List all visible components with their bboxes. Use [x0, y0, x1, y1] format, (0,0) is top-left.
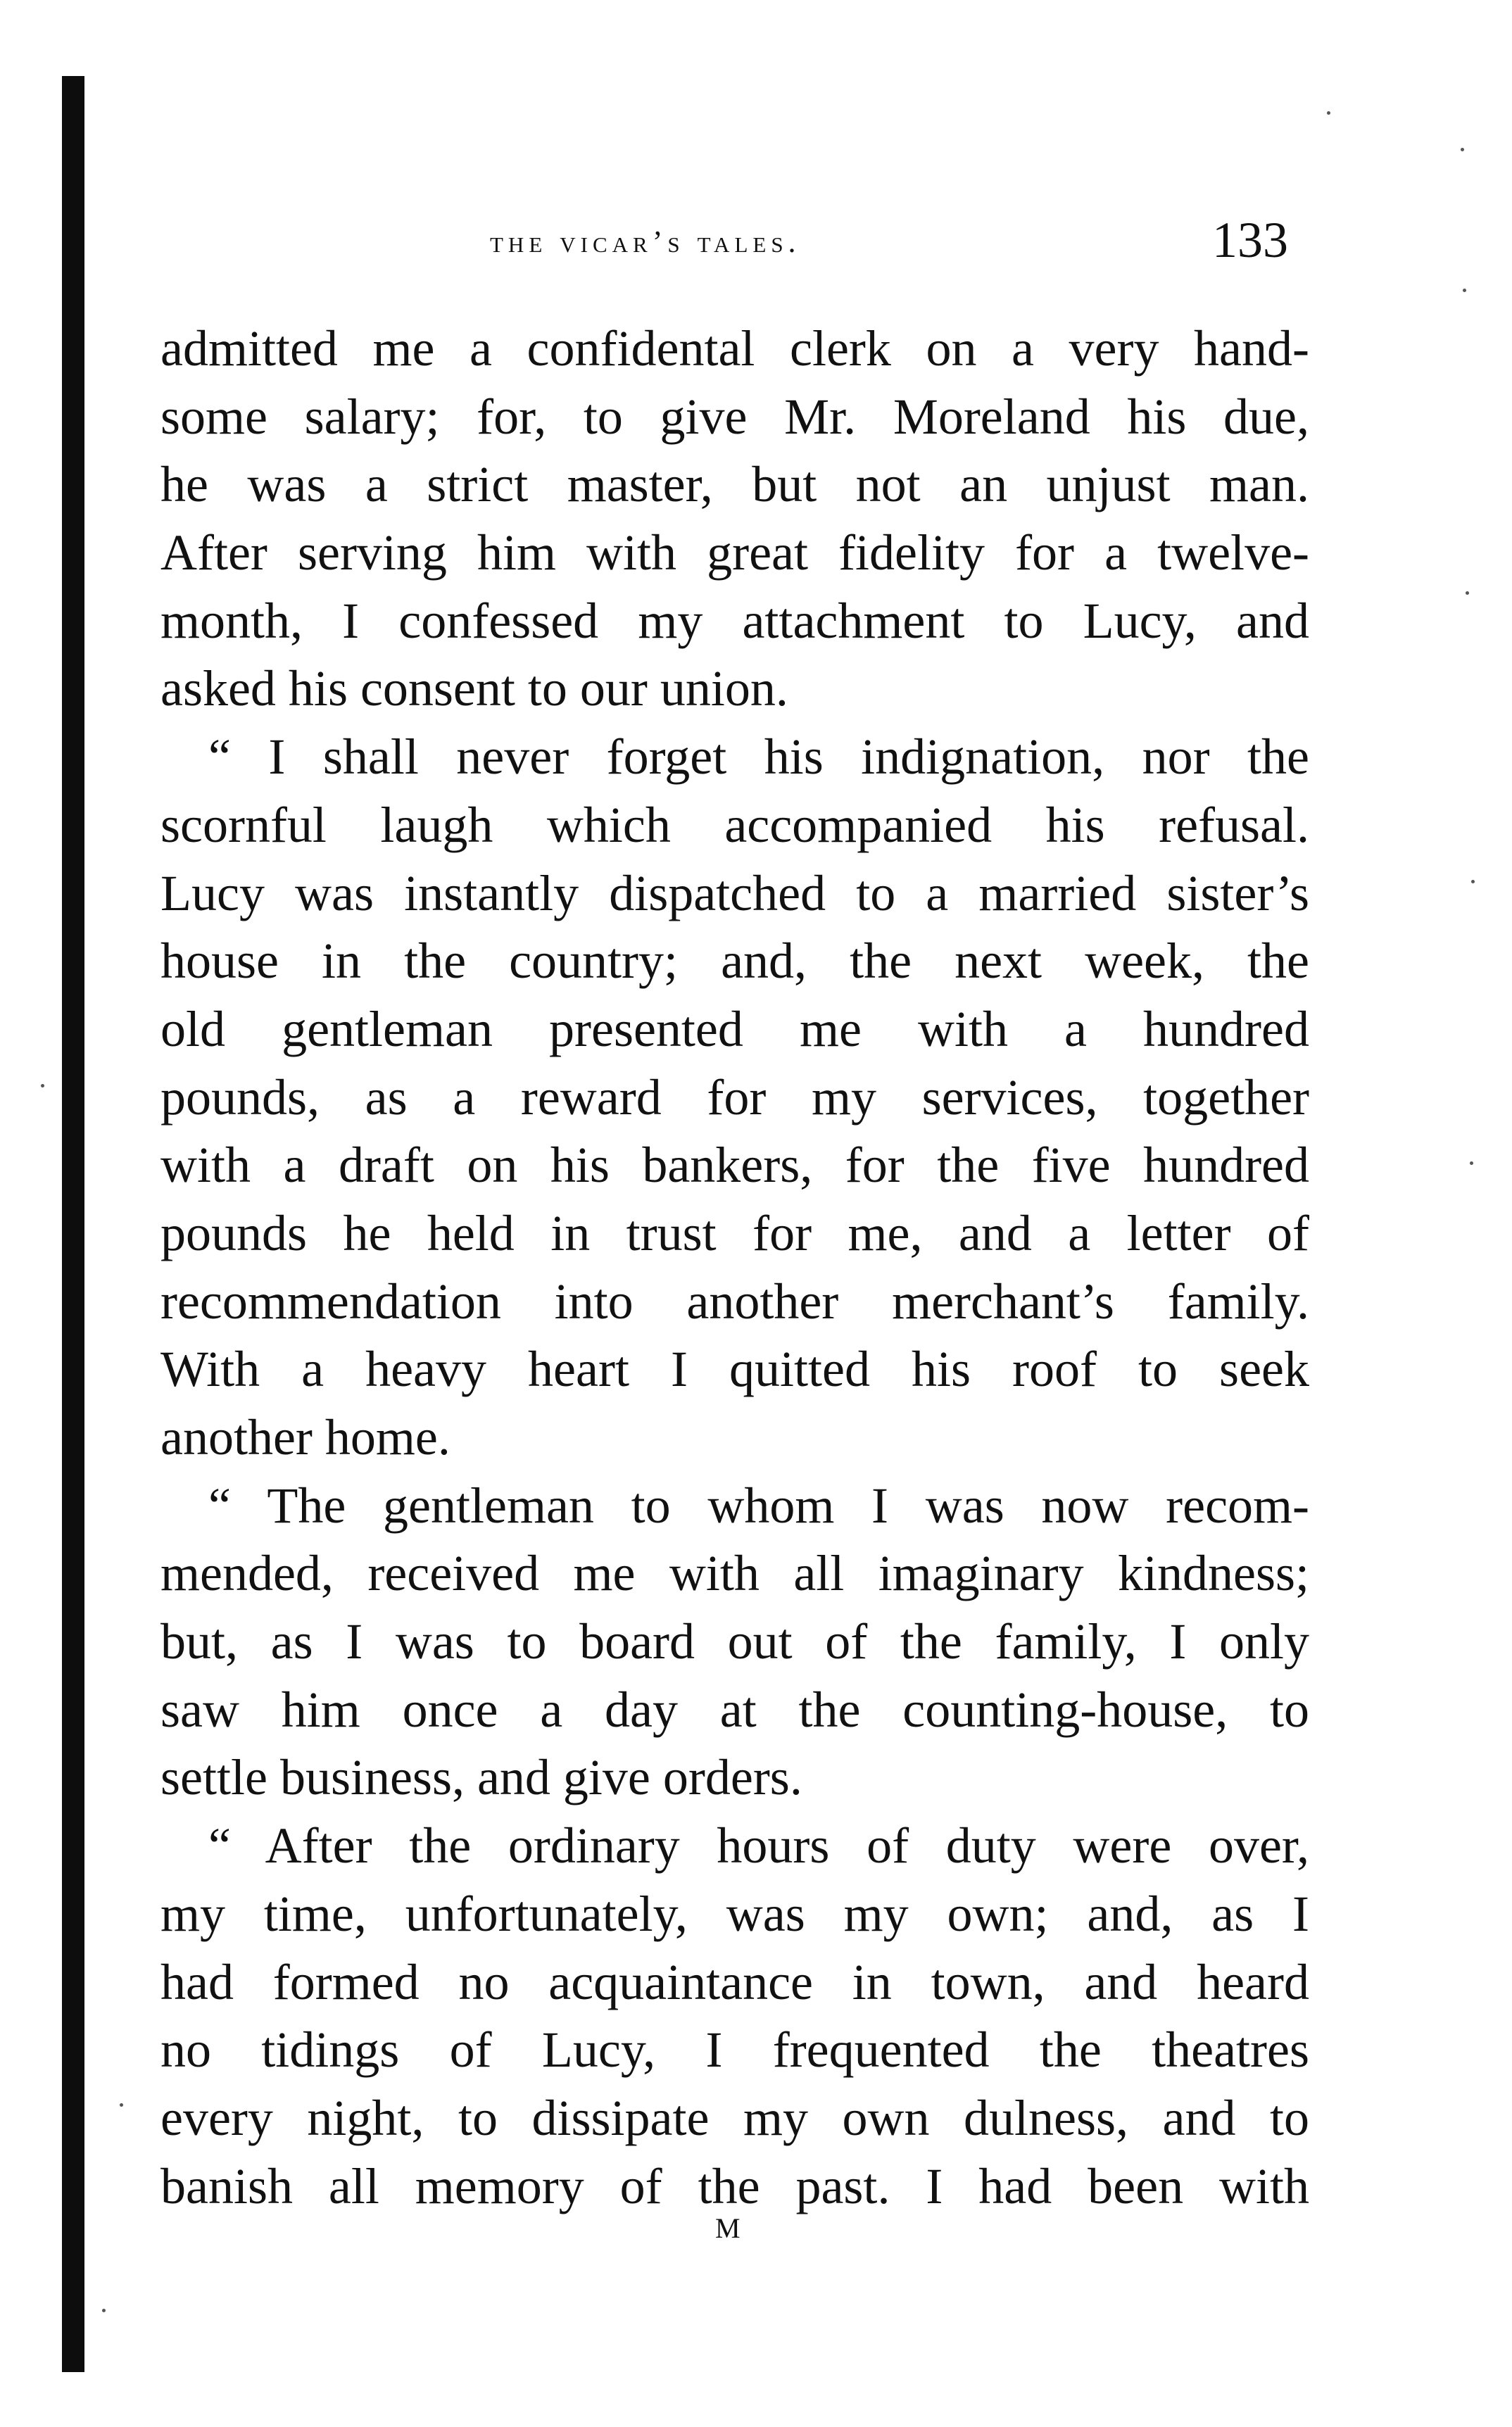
ink-speck: [1466, 591, 1469, 595]
text-line: my time, unfortunately, was my own; and, as I: [160, 1885, 1309, 1942]
text-line: no tidings of Lucy, I frequented the theatres: [160, 2022, 1309, 2079]
running-head: [162, 211, 1288, 275]
text-line: “ I shall never forget his indignation, nor the: [208, 729, 1309, 786]
text-line: but, as I was to board out of the family, I only: [160, 1613, 1309, 1670]
text-line: scornful laugh which accompanied his refusal.: [160, 796, 1309, 853]
text-line: mended, received me with all imaginary kindness;: [160, 1545, 1309, 1602]
text-line: settle business, and give orders.: [160, 1749, 802, 1806]
text-line: another home.: [160, 1409, 451, 1465]
ink-speck: [1463, 289, 1466, 292]
text-line: house in the country; and, the next week, the: [160, 933, 1309, 990]
ink-speck: [1461, 148, 1464, 151]
ink-speck: [1470, 1161, 1473, 1165]
binding-shadow-bar: [62, 76, 84, 2372]
ink-speck: [1471, 880, 1475, 883]
page-number: 133: [1212, 212, 1288, 268]
text-line: With a heavy heart I quitted his roof to seek: [160, 1341, 1309, 1398]
text-line: with a draft on his bankers, for the five hundred: [160, 1137, 1309, 1194]
text-line: “ The gentleman to whom I was now recom-: [208, 1477, 1309, 1534]
text-line: pounds he held in trust for me, and a letter of: [160, 1204, 1309, 1261]
ink-speck: [41, 1084, 44, 1088]
text-line: asked his consent to our union.: [160, 660, 788, 717]
text-line: saw him once a day at the counting-house, to: [160, 1681, 1309, 1738]
text-line: some salary; for, to give Mr. Moreland his due,: [160, 388, 1309, 445]
text-line: After serving him with great fidelity for a twelve-: [160, 524, 1309, 581]
ink-speck: [120, 2103, 123, 2107]
signature-mark: M: [715, 2212, 742, 2244]
text-line: admitted me a confidental clerk on a very hand-: [160, 320, 1309, 377]
text-line: pounds, as a reward for my services, together: [160, 1068, 1309, 1126]
text-line: Lucy was instantly dispatched to a married sister’s: [160, 864, 1309, 921]
text-line: month, I confessed my attachment to Lucy, and: [160, 592, 1309, 649]
text-line: recommendation into another merchant’s family.: [160, 1273, 1309, 1330]
text-line: banish all memory of the past. I had been with: [160, 2157, 1309, 2214]
body-text: [160, 315, 1309, 2220]
text-line: every night, to dissipate my own dulness, and to: [160, 2089, 1309, 2146]
text-line: “ After the ordinary hours of duty were over,: [208, 1817, 1309, 1874]
running-title: the vicar’s tales.: [490, 225, 801, 259]
text-line: old gentleman presented me with a hundred: [160, 1000, 1309, 1057]
text-line: had formed no acquaintance in town, and heard: [160, 1953, 1309, 2010]
ink-speck: [102, 2309, 106, 2312]
ink-speck: [1327, 111, 1330, 115]
text-line: he was a strict master, but not an unjust man.: [160, 456, 1309, 513]
